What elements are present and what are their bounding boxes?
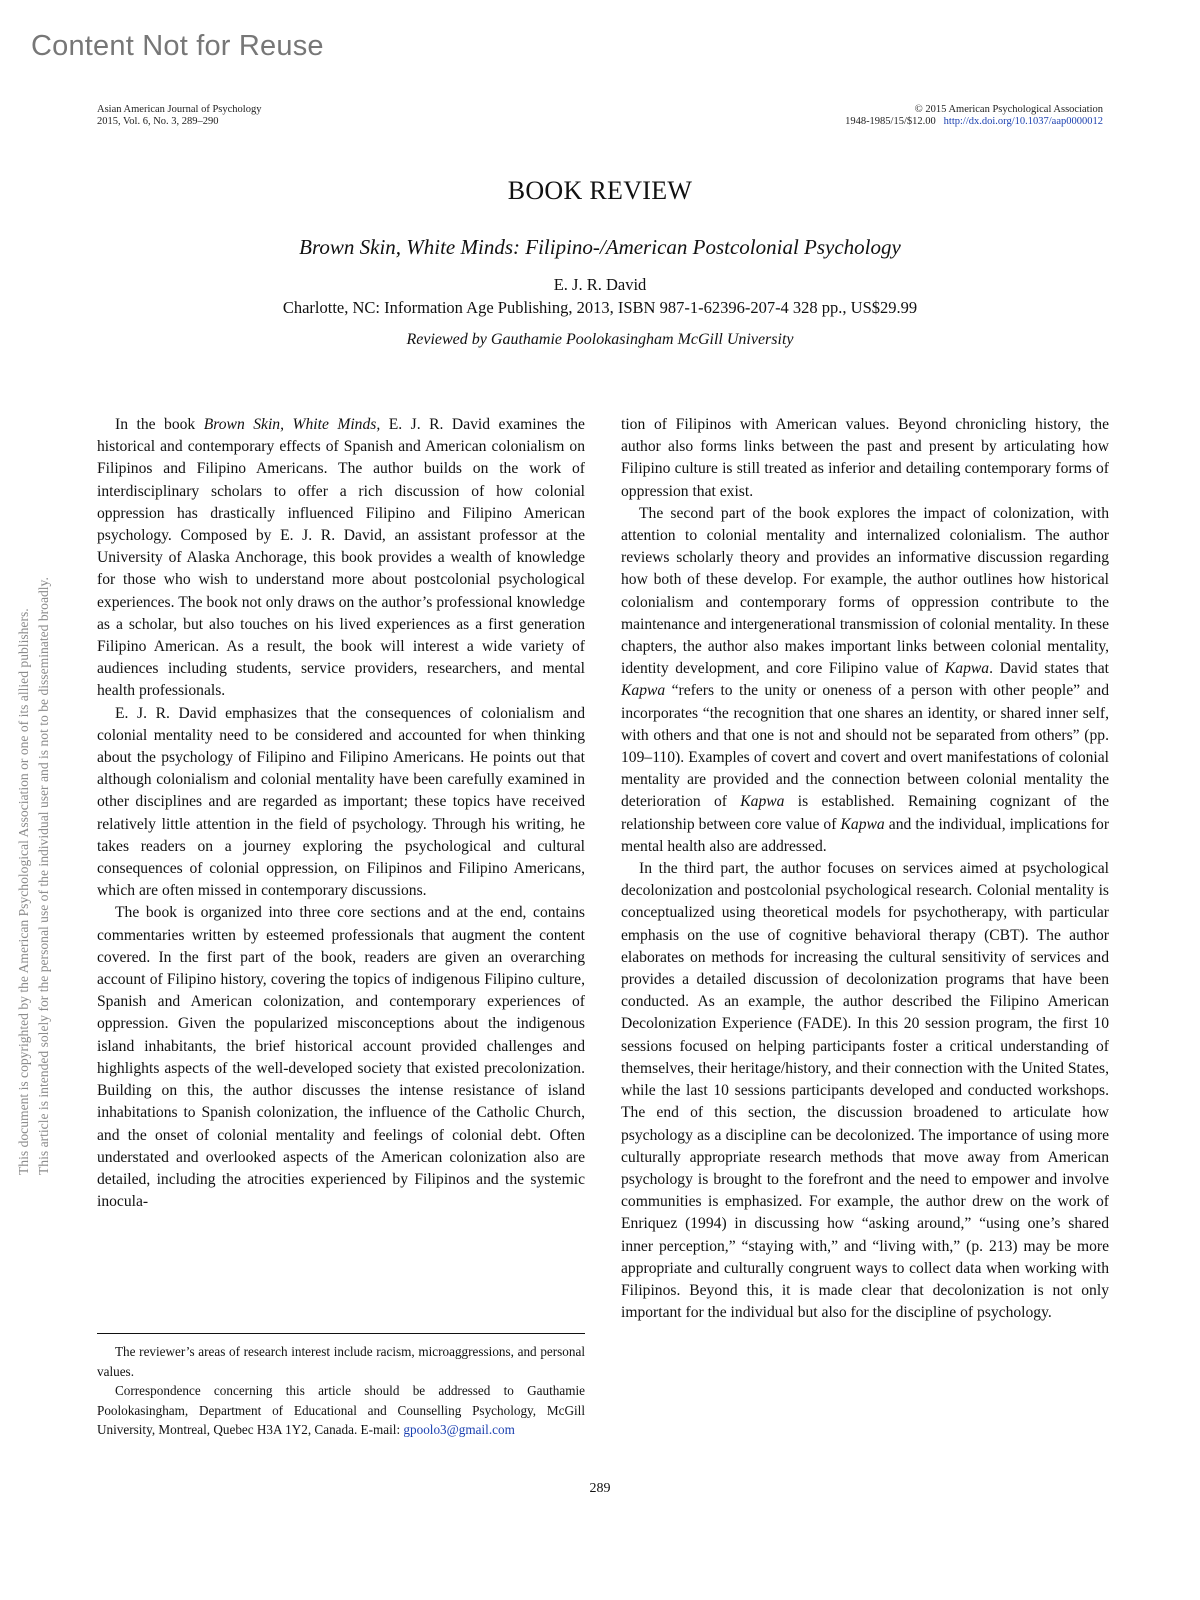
term-kapwa: Kapwa <box>840 815 885 833</box>
book-author: E. J. R. David <box>553 275 647 294</box>
issn: 1948-1985/15/$12.00 <box>845 116 936 127</box>
footnote-correspondence: Correspondence concerning this article should be addressed to Gauthamie Poolokasingham, Department of Educational and Counselling Psychology, McGill University, Montreal, Quebec H3A 1Y2, Canada. E-mail: gpoolo3@gmail.com <box>97 1383 585 1438</box>
body-paragraph-continued: tion of Filipinos with American values. Beyond chronicling history, the author also forms links between the past and present by articulating how Filipino culture is still treated as inferior and detailing contemporary forms of oppression that exist. <box>621 416 1109 500</box>
side-notice-line: This document is copyrighted by the American Psychological Association or one of its allied publishers. <box>16 608 31 1175</box>
body-paragraph: In the third part, the author focuses on services aimed at psychological decolonization and postcolonial psychological research. Colonial mentality is conceptualized using theoretical models for psychotherapy, with particular emphasis on the use of cognitive behavioral therapy (CBT). The author elaborates on methods for increasing the cultural sensitivity of services and provides a detailed discussion of decolonization programs that have been conducted. As an example, the author described the Filipino American Decolonization Experience (FADE). In this 20 session program, the first 10 sessions focused on helping participants foster a critical understanding of themselves, their heritage/history, and their connection with the United States, while the last 10 sessions participants developed and conducted workshops. The end of this section, the discussion broadened to articulate how psychology as a discipline can be decolonized. The importance of using more culturally appropriate research methods that move away from American psychology is brought to the forefront and the need to empower and involve communities is emphasized. For example, the author drew on the work of Enriquez (1994) in discussing how “asking around,” “using one’s shared inner perception,” “staying with,” and “living with,” (p. 213) may be more appropriate and culturally congruent ways to collect data when working with Filipinos. Beyond this, it is made clear that decolonization is not only important for the individual but also for the discipline of psychology. <box>621 860 1109 1322</box>
footnotes <box>97 1342 585 1440</box>
body-paragraph: The book is organized into three core sections and at the end, contains commentaries written by esteemed professionals that augment the content covered. In the first part of the book, readers are given an overarching account of Filipino history, covering the topics of indigenous Filipino culture, Spanish and American colonization, and contemporary experiences of oppression. Given the popularized misconceptions about the indigenous island inhabitants, the brief historical account provided challenges and highlights aspects of the well-developed society that existed precolonization. Building on this, the author discusses the intense resistance of island inhabitations to Spanish colonization, the influence of the Catholic Church, and the onset of colonial mentality and feelings of colonial debt. Often understated and overlooked aspects of the American colonization also are detailed, including the atrocities experienced by Filipinos and the systemic inocula- <box>97 904 585 1211</box>
copyright-line: © 2015 American Psychological Association <box>914 104 1103 115</box>
page-number: 289 <box>589 1481 611 1496</box>
left-column <box>97 414 585 1213</box>
copyright-side-notice <box>14 430 54 1175</box>
journal-header <box>97 104 261 128</box>
body-paragraph: The second part of the book explores the impact of colonization, with attention to colonial mentality and internalized colonialism. The author reviews scholarly theory and provides an informative discussion regarding how both of these develop. For example, the author outlines how historical colonialism and contemporary forms of oppression contribute to the maintenance and intergenerational transmission of colonial mentality. In these chapters, the author also makes important links between colonial mentality, identity development, and core Filipino value of Kapwa. David states that Kapwa “refers to the unity or oneness of a person with other people” and incorporates “the recognition that one shares an identity, or shared inner self, with others and that one is not and should not be separated from others” (pp. 109–110). Examples of covert and covert and overt manifestations of colonial mentality are provided and the connection between colonial mentality the deterioration of Kapwa is established. Remaining cognizant of the relationship between core value of Kapwa and the individual, implications for mental health also are addressed. <box>621 504 1110 855</box>
email-link[interactable]: gpoolo3@gmail.com <box>403 1422 515 1438</box>
right-column <box>621 414 1109 1324</box>
book-title-inline: Brown Skin, White Minds, <box>203 416 381 433</box>
term-kapwa: Kapwa <box>944 660 990 678</box>
footnote-divider <box>97 1333 585 1334</box>
section-heading: BOOK REVIEW <box>507 176 693 205</box>
reviewer-line: Reviewed by Gauthamie Poolokasingham McGill University <box>406 331 794 348</box>
body-paragraph: E. J. R. David emphasizes that the consequences of colonialism and colonial mentality need to be considered and accounted for when thinking about the psychology of Filipino and Filipino Americans. He points out that although colonialism and colonial mentality have been carefully examined in other disciplines and are regarded as important; these topics have received relatively little attention in the field of psychology. Through his writing, he takes readers on a journey exploring the psychological and cultural consequences of colonial oppression, on Filipinos and Filipino Americans, which are often missed in contemporary discussions. <box>97 704 585 900</box>
issn-doi-line <box>845 116 1103 128</box>
body-paragraph: In the book Brown Skin, White Minds, E. J. R. David examines the historical and contemporary effects of Spanish and American colonialism on Filipinos and Filipino Americans. The author builds on the work of interdisciplinary scholars to offer a rich discussion of how colonial oppression has drastically influenced Filipino and Filipino American psychology. Composed by E. J. R. David, an assistant professor at the University of Alaska Anchorage, this book provides a wealth of knowledge for those who wish to understand more about postcolonial psychological experiences. The book not only draws on the author’s professional knowledge as a scholar, but also touches on his lived experiences as a first generation Filipino American. As a result, the book will interest a wide variety of audiences including students, service providers, researchers, and mental health professionals. <box>97 416 585 700</box>
book-publication-info: Charlotte, NC: Information Age Publishing, 2013, ISBN 987-1-62396-207-4 328 pp., US$29.99 <box>282 298 918 317</box>
publisher-header <box>845 104 1103 128</box>
watermark: Content Not for Reuse <box>31 30 324 62</box>
side-notice-line: This article is intended solely for the personal use of the individual user and is not to be disseminated broadly. <box>36 577 51 1175</box>
doi-link[interactable]: http://dx.doi.org/10.1037/aap0000012 <box>943 116 1103 127</box>
footnote-interests: The reviewer’s areas of research interest include racism, microaggressions, and personal values. <box>97 1344 585 1379</box>
book-title: Brown Skin, White Minds: Filipino-/American Postcolonial Psychology <box>299 235 901 259</box>
journal-volume: 2015, Vol. 6, No. 3, 289–290 <box>97 116 219 127</box>
journal-name: Asian American Journal of Psychology <box>97 104 262 115</box>
term-kapwa: Kapwa <box>621 682 666 700</box>
term-kapwa: Kapwa <box>740 793 785 811</box>
